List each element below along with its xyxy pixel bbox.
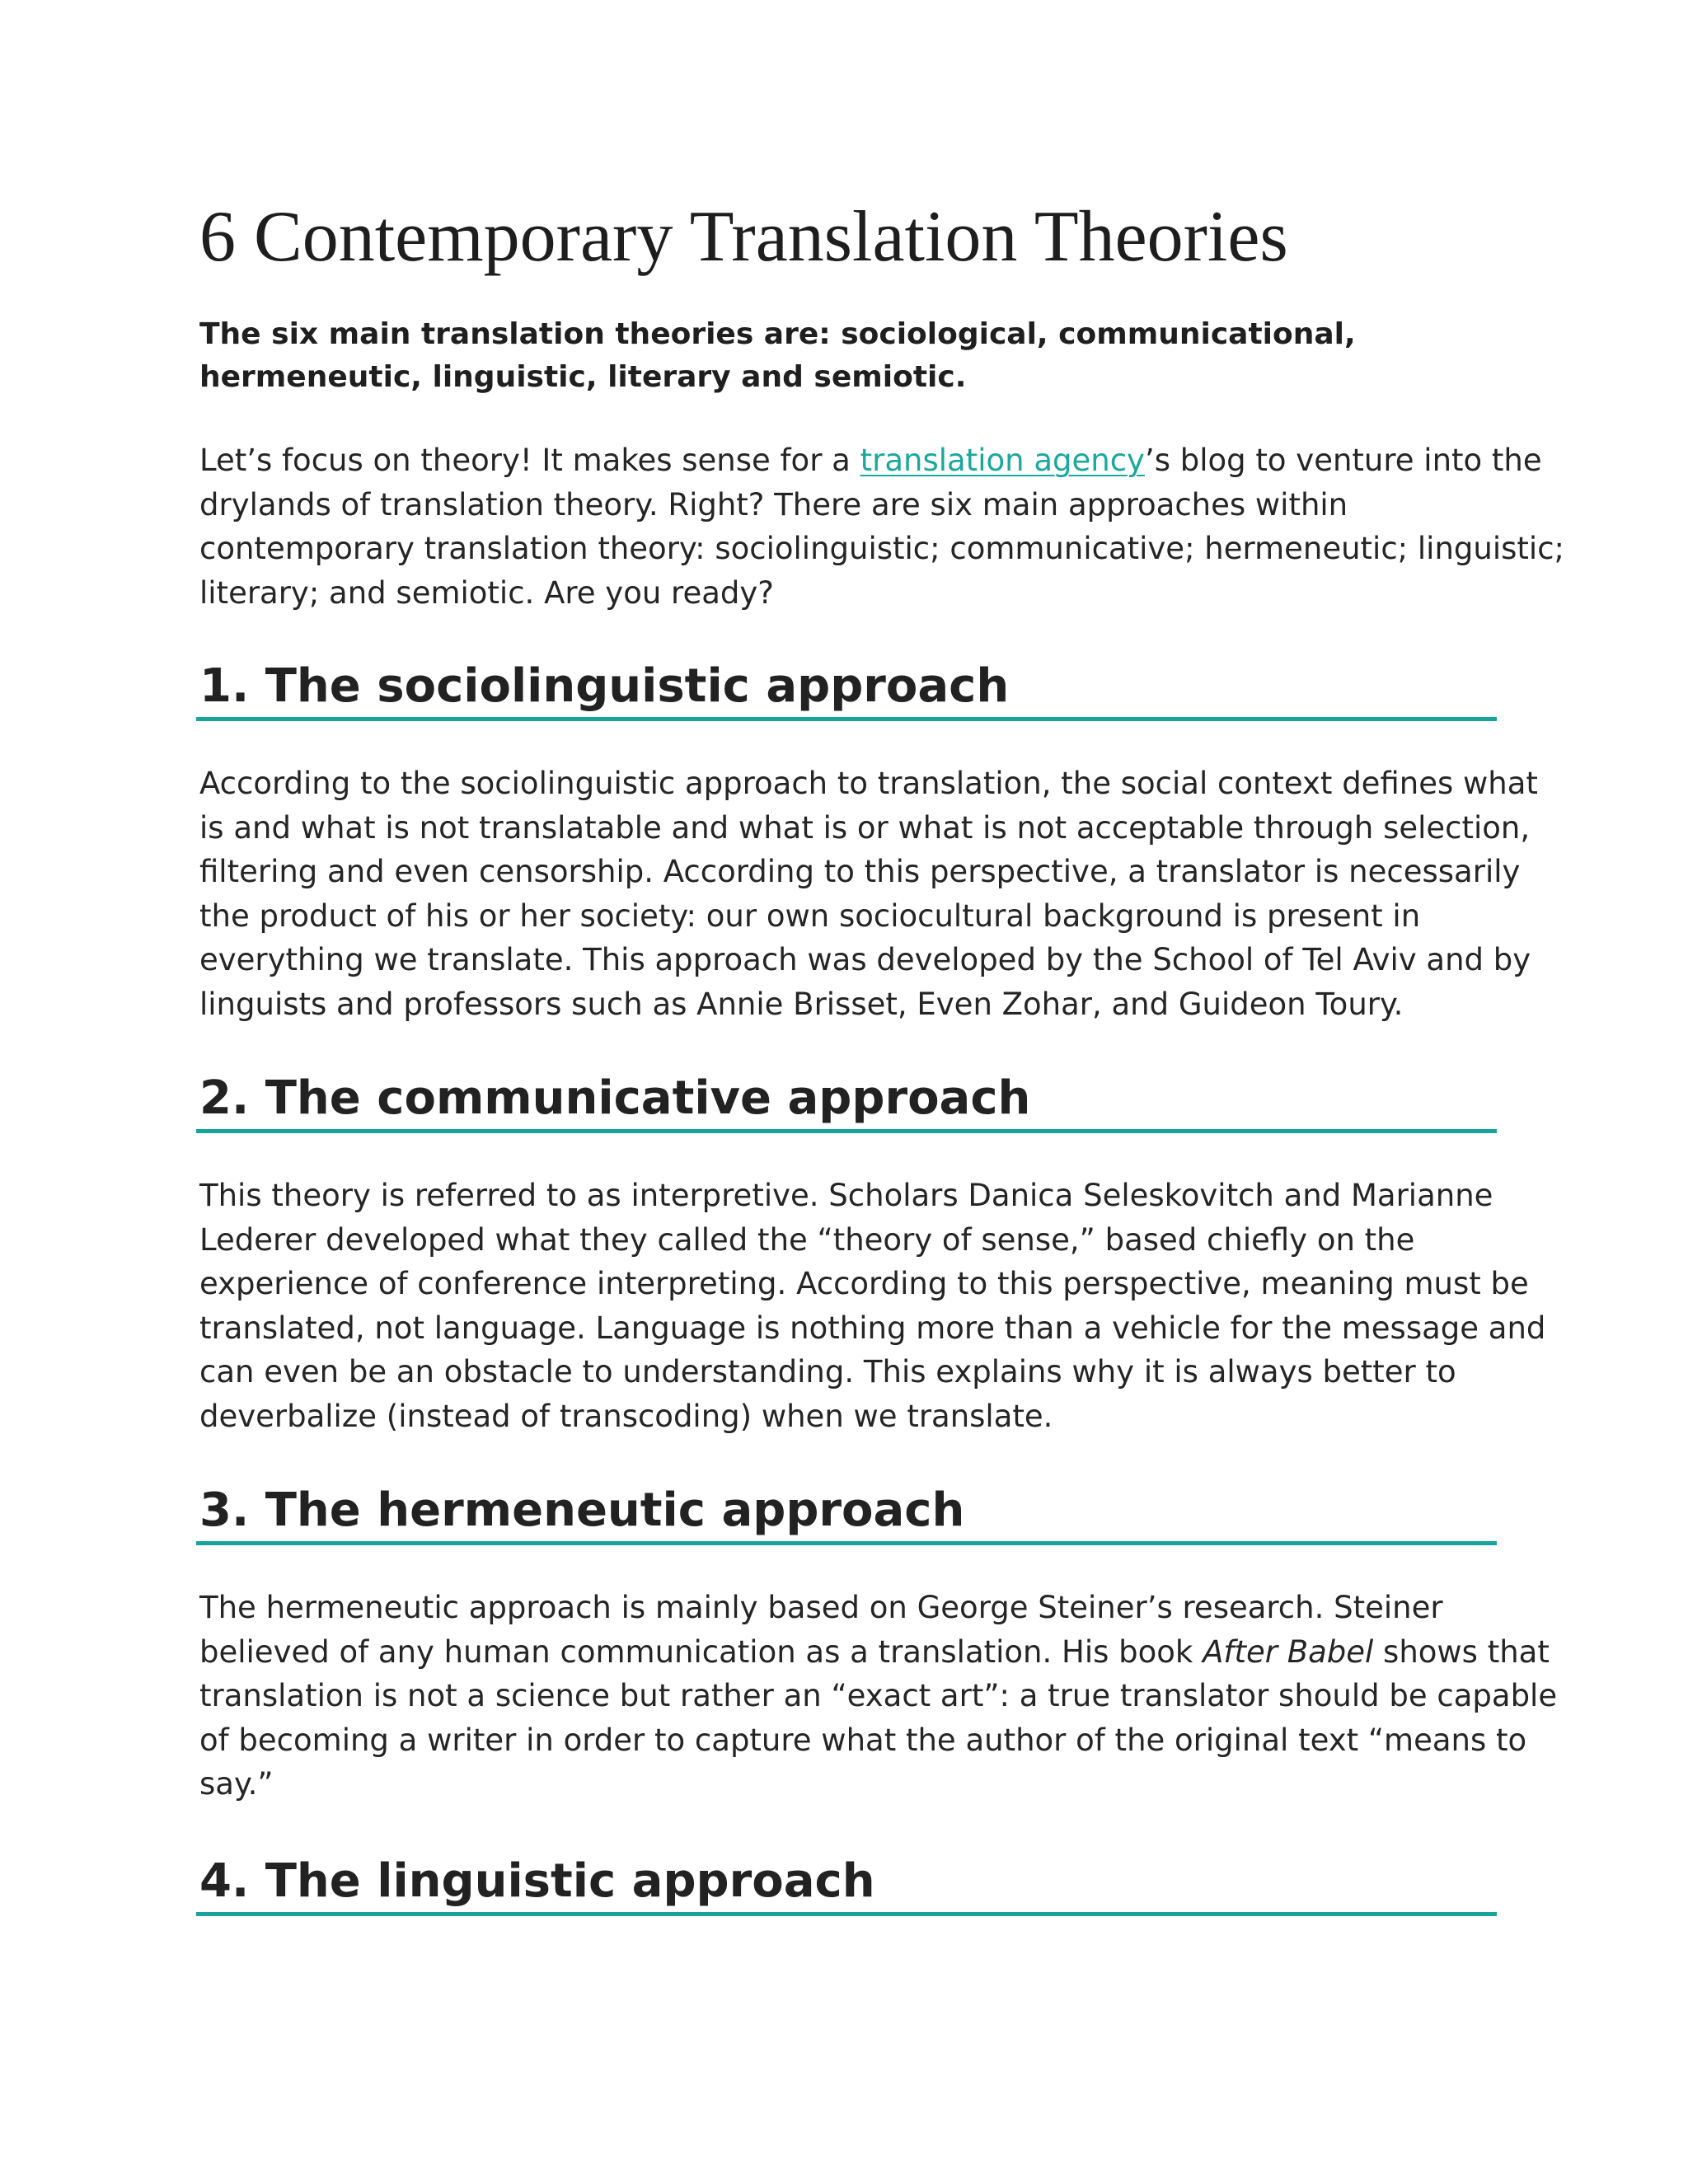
translation-agency-link[interactable]: translation agency [860, 443, 1145, 478]
intro-line-3: contemporary translation theory: sociolinguistic; communicative; hermeneutic; linguistic; [199, 531, 1565, 566]
section-paragraph-sociolinguistic: According to the sociolinguistic approach to translation, the social context defines what is and what is not translatable and what is or what is not acceptable through selection, filtering and even censorship. According to this perspective, a translator is necessarily the product of his or her society: our own sociocultural background is present in everything we translate. This approach was developed by the School of Tel Aviv and by linguists and professors such as Annie Brisset, Even Zohar, and Guideon Toury. [199, 766, 1538, 1022]
page-title: 6 Contemporary Translation Theories [199, 197, 1288, 277]
section-paragraph-hermeneutic: The hermeneutic approach is mainly based on George Steiner’s research. Steiner believed of any human communication as a translation. His book After Babel shows that translation is not a science but rather an “exact art”: a true translator should be capable of becoming a writer in order to capture what the author of the original text “means to say.” [199, 1590, 1558, 1802]
section-title: 3. The hermeneutic approach [199, 1483, 965, 1537]
section-paragraph-communicative: This theory is referred to as interpretive. Scholars Danica Seleskovitch and Marianne Lederer developed what they called the “theory of sense,” based chiefly on the experience of conference interpreting. According to this perspective, meaning must be translated, not language. Language is nothing more than a vehicle for the message and can even be an obstacle to understanding. This explains why it is always better to deverbalize (instead of transcoding) when we translate. [199, 1178, 1546, 1434]
section-heading-sociolinguistic [196, 656, 1497, 721]
section-title: 4. The linguistic approach [199, 1854, 875, 1908]
intro-line-1: Let’s focus on theory! It makes sense for a translation agency’s blog to venture into the [199, 443, 1542, 478]
lead-summary: The six main translation theories are: sociological, communicational, hermeneutic, linguistic, literary and semiotic. [199, 317, 1356, 394]
intro-line-4: literary; and semiotic. Are you ready? [199, 574, 774, 611]
book-title: After Babel [1203, 1633, 1374, 1670]
section-title: 1. The sociolinguistic approach [199, 659, 1010, 713]
intro-line-2: drylands of translation theory. Right? There are six main approaches within [199, 486, 1348, 523]
intro-paragraph [199, 438, 1565, 615]
section-heading-linguistic [196, 1851, 1497, 1916]
section-heading-communicative [196, 1068, 1497, 1133]
section-title: 2. The communicative approach [199, 1071, 1031, 1125]
section-heading-hermeneutic [196, 1480, 1497, 1545]
